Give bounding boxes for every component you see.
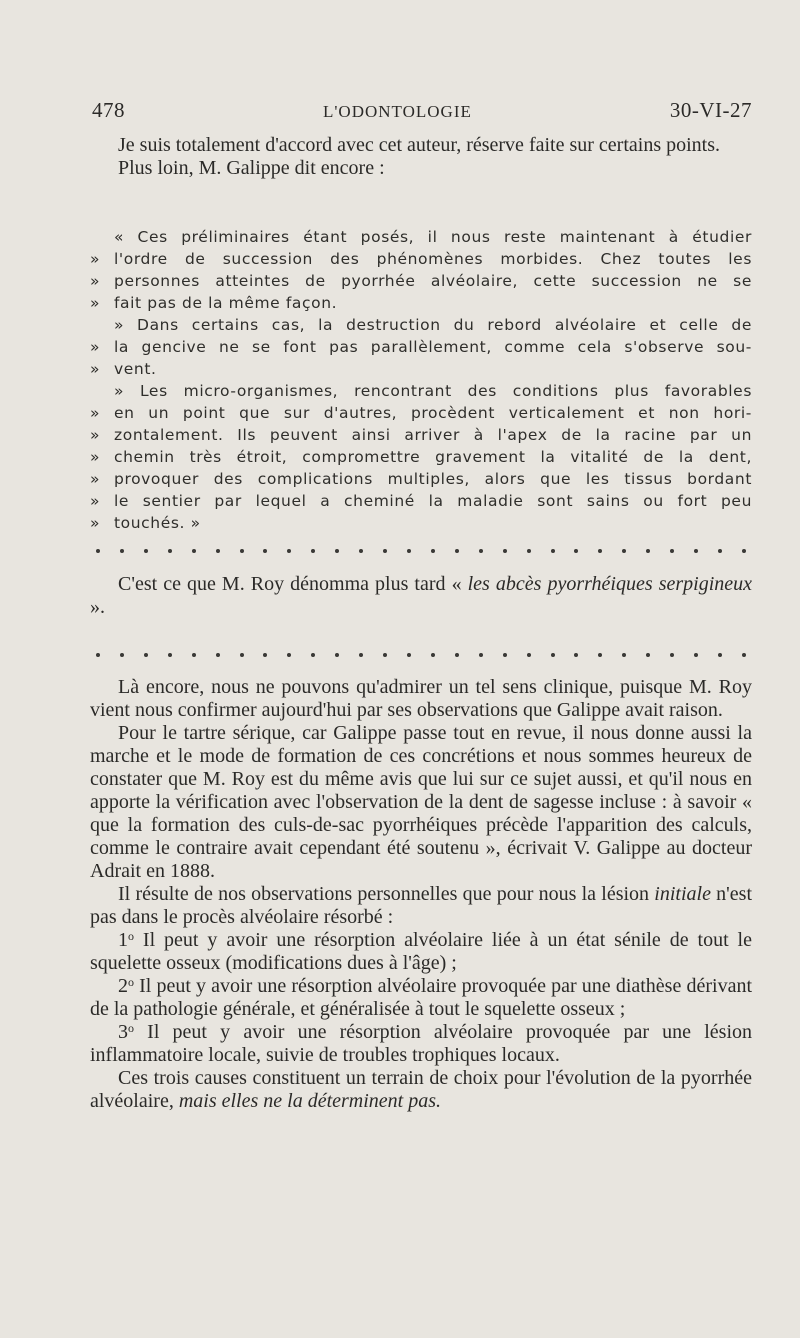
main-text xyxy=(90,676,752,1113)
ellipsis-dot xyxy=(503,549,507,553)
list-item: 2$^o$ Il peut y avoir une résorption alvéolaire provoquée par une diathèse dérivant de la pathologie générale, et généralisée à tout le squelette osseux ; xyxy=(90,975,752,1020)
ellipsis-dot xyxy=(96,653,100,657)
paragraph: Ces trois causes constituent un terrain de choix pour l'évolution de la pyorrhée alvéolaire, mais elles ne la déterminent pas. xyxy=(90,1067,752,1112)
ellipsis-dot xyxy=(407,653,411,657)
ellipsis-dot xyxy=(240,549,244,553)
ellipsis-dot xyxy=(383,549,387,553)
ellipsis-dot xyxy=(646,549,650,553)
ellipsis-dot xyxy=(742,549,746,553)
ellipsis-dot xyxy=(335,549,339,553)
ellipsis-dot xyxy=(527,549,531,553)
ellipsis-dot xyxy=(240,653,244,657)
ellipsis-dot xyxy=(359,549,363,553)
ellipsis-dot xyxy=(168,549,172,553)
ellipsis-dot xyxy=(287,653,291,657)
roy-paragraph: C'est ce que M. Roy dénomma plus tard « les abcès pyorrhéiques serpigineux ». xyxy=(90,573,752,618)
ellipsis-dot xyxy=(503,653,507,657)
quote-line: » touchés. » xyxy=(90,514,201,532)
ellipsis-divider xyxy=(96,544,746,558)
quote-line: » zontalement. Ils peuvent ainsi arriver à l'apex de la racine par un xyxy=(90,426,752,444)
intro-block xyxy=(90,134,752,180)
ellipsis-dot xyxy=(263,653,267,657)
ellipsis-dot xyxy=(670,653,674,657)
paragraph: Il résulte de nos observations personnelles que pour nous la lésion initiale n'est pas dans le procès alvéolaire résorbé : xyxy=(90,883,752,928)
quote-line: » en un point que sur d'autres, procèdent verticalement et non hori- xyxy=(90,404,752,422)
quote-line: » chemin très étroit, compromettre gravement la vitalité de la dent, xyxy=(90,448,752,466)
ellipsis-dot xyxy=(455,549,459,553)
paragraph: Là encore, nous ne pouvons qu'admirer un tel sens clinique, puisque M. Roy vient nous confirmer aujourd'hui par ses observations que Galippe avait raison. xyxy=(90,676,752,721)
paragraph: Pour le tartre sérique, car Galippe passe tout en revue, il nous donne aussi la marche et le mode de formation de ces concrétions et nous sommes heureux de constater que M. Roy est du même avis que lui sur ce sujet aussi, et qu'il nous en apporte la vérification avec l'observation de la dent de sagesse incluse : à savoir « que la formation des culs-de-sac pyorrhéiques précède l'apparition des calculs, comme le contraire avait cependant été soutenu », écrivait V. Galippe au docteur Adrait en 1888. xyxy=(90,722,752,882)
ellipsis-dot xyxy=(335,653,339,657)
ellipsis-dot xyxy=(551,653,555,657)
ellipsis-dot xyxy=(407,549,411,553)
ellipsis-divider xyxy=(96,648,746,662)
ellipsis-dot xyxy=(718,653,722,657)
ellipsis-dot xyxy=(383,653,387,657)
ellipsis-dot xyxy=(96,549,100,553)
quote-line: » personnes atteintes de pyorrhée alvéolaire, cette succession ne se xyxy=(90,272,752,290)
ellipsis-dot xyxy=(742,653,746,657)
page-number: 478 xyxy=(92,98,125,122)
ellipsis-dot xyxy=(479,653,483,657)
quote-line: » le sentier par lequel a cheminé la maladie sont sains ou fort peu xyxy=(90,492,752,510)
list-item: 1$^o$ Il peut y avoir une résorption alvéolaire liée à un état sénile de tout le squelette osseux (modifications dues à l'âge) ; xyxy=(90,929,752,974)
ellipsis-dot xyxy=(574,653,578,657)
ellipsis-dot xyxy=(192,549,196,553)
ellipsis-dot xyxy=(479,549,483,553)
ellipsis-dot xyxy=(551,549,555,553)
ellipsis-dot xyxy=(718,549,722,553)
ellipsis-dot xyxy=(455,653,459,657)
ellipsis-dot xyxy=(431,653,435,657)
ellipsis-dot xyxy=(144,653,148,657)
ellipsis-dot xyxy=(192,653,196,657)
ellipsis-dot xyxy=(694,549,698,553)
ellipsis-dot xyxy=(311,549,315,553)
ellipsis-dot xyxy=(287,549,291,553)
ellipsis-dot xyxy=(574,549,578,553)
ellipsis-dot xyxy=(168,653,172,657)
running-header xyxy=(92,98,752,124)
ellipsis-dot xyxy=(120,549,124,553)
ellipsis-dot xyxy=(431,549,435,553)
ellipsis-dot xyxy=(359,653,363,657)
roy-term: les abcès pyorrhéiques serpigineux xyxy=(467,573,752,595)
ellipsis-dot xyxy=(622,653,626,657)
quote-line: » fait pas de la même façon. xyxy=(90,294,338,312)
ellipsis-dot xyxy=(670,549,674,553)
ellipsis-dot xyxy=(694,653,698,657)
ellipsis-dot xyxy=(263,549,267,553)
quote-line: « Ces préliminaires étant posés, il nous reste maintenant à étudier xyxy=(114,228,752,246)
intro-sentence: Je suis totalement d'accord avec cet auteur, réserve faite sur certains points. xyxy=(118,134,720,156)
ellipsis-dot xyxy=(598,653,602,657)
quote-line: » Dans certains cas, la destruction du rebord alvéolaire et celle de xyxy=(114,316,752,334)
quote-line: » Les micro-organismes, rencontrant des conditions plus favorables xyxy=(114,382,752,400)
journal-title: L'ODONTOLOGIE xyxy=(322,102,472,121)
quote-line: » vent. xyxy=(90,360,157,378)
issue-date: 30-VI-27 xyxy=(669,98,752,122)
quote-line: » l'ordre de succession des phénomènes morbides. Chez toutes les xyxy=(90,250,752,268)
ellipsis-dot xyxy=(622,549,626,553)
ellipsis-dot xyxy=(527,653,531,657)
ellipsis-dot xyxy=(311,653,315,657)
ellipsis-dot xyxy=(216,549,220,553)
ellipsis-dot xyxy=(120,653,124,657)
galippe-quote xyxy=(90,226,752,534)
ellipsis-dot xyxy=(598,549,602,553)
ellipsis-dot xyxy=(216,653,220,657)
ellipsis-dot xyxy=(646,653,650,657)
quote-line: » provoquer des complications multiples, alors que les tissus bordant xyxy=(90,470,752,488)
intro-lead: Plus loin, M. Galippe dit encore : xyxy=(118,157,385,179)
ellipsis-dot xyxy=(144,549,148,553)
quote-line: » la gencive ne se font pas parallèlement, comme cela s'observe sou- xyxy=(90,338,752,356)
list-item: 3$^o$ Il peut y avoir une résorption alvéolaire provoquée par une lésion inflammatoire locale, suivie de troubles trophiques locaux. xyxy=(90,1021,752,1066)
